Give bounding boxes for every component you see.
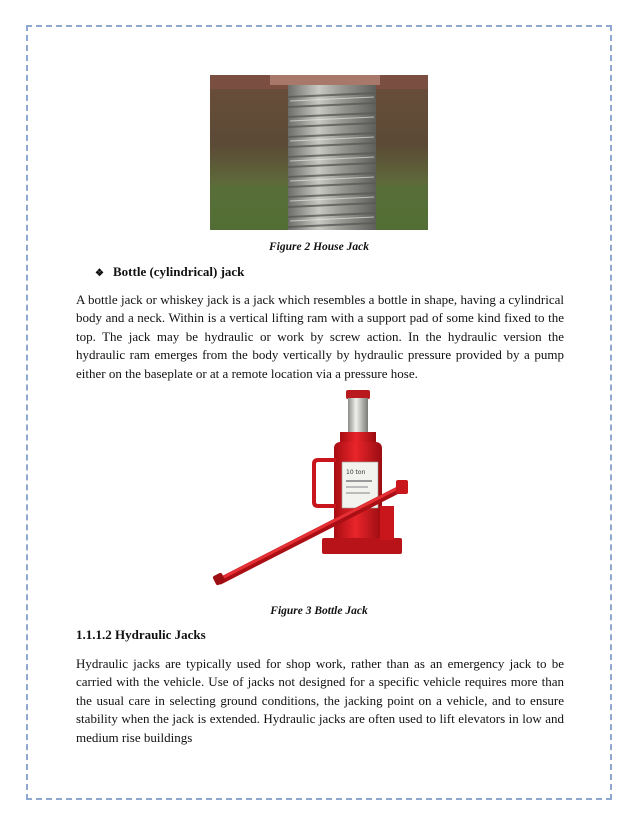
bottle-jack-heading (95, 264, 244, 280)
bottle-jack-paragraph: A bottle jack or whiskey jack is a jack which resembles a bottle in shape, having a cylindrical body and a neck. Within is a vertical lifting ram with a support pad of some kind fixed to the top. The jack may be hydraulic or work by screw action. In the hydraulic version the hydraulic ram emerges from the body vertically by hydraulic pressure provided by a pump either on the baseplate or at a remote location via a pressure hose. (76, 292, 564, 381)
house-jack-image (210, 75, 428, 230)
house-jack-caption: Figure 2 House Jack (269, 241, 369, 253)
hydraulic-jacks-heading: 1.1.1.2 Hydraulic Jacks (76, 627, 206, 642)
bottle-jack-label: 10 ton (346, 469, 366, 476)
bottle-jack-caption: Figure 3 Bottle Jack (270, 605, 368, 617)
bottle-jack-image (212, 388, 412, 588)
diamond-bullet-icon: ❖ (95, 268, 104, 279)
hydraulic-jacks-paragraph: Hydraulic jacks are typically used for shop work, rather than as an emergency jack to be carried with the vehicle. Use of jacks not designed for a specific vehicle requires more than the usual care in selecting ground conditions, the jacking point on a vehicle, and to ensure stability when the jack is extended. Hydraulic jacks are often used to lift elevators in low and medium rise buildings (76, 656, 564, 745)
bottle-jack-heading-text: Bottle (cylindrical) jack (113, 264, 245, 279)
